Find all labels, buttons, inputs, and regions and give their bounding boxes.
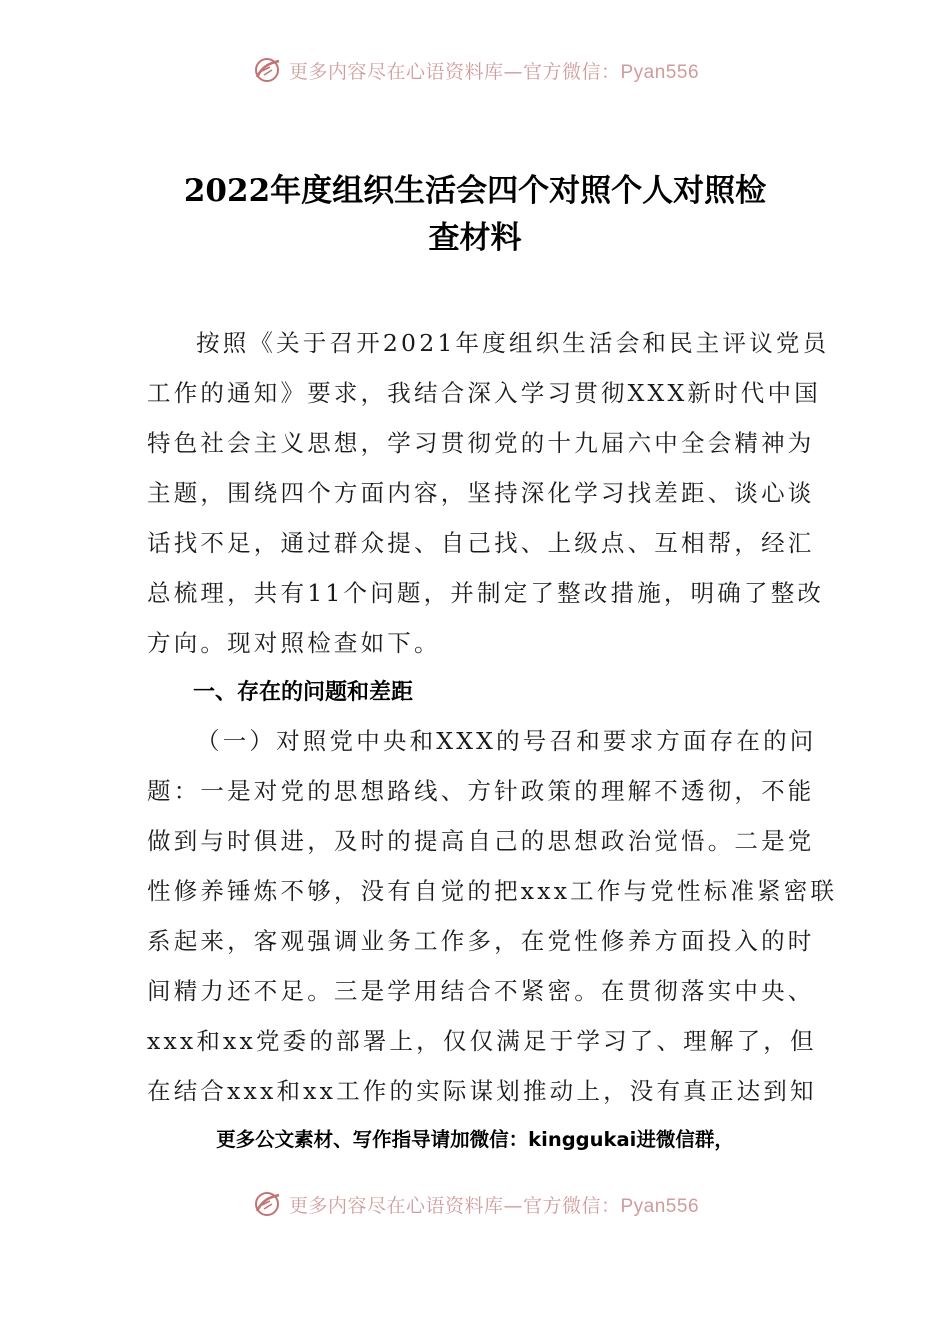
footer-watermark-label: 更多内容尽在心语资料库—官方微信： — [288, 1194, 621, 1217]
header-watermark — [0, 54, 950, 86]
document-title — [120, 168, 830, 262]
title-line-2: 查材料 — [428, 220, 522, 256]
section1-line: xxx和xx党委的部署上，仅仅满足于学习了、理解了，但 — [147, 1027, 817, 1055]
section1-paragraph — [147, 716, 838, 1116]
intro-line: 方向。现对照检查如下。 — [147, 629, 441, 657]
intro-line: 按照《关于召开2021年度组织生活会和民主评议党员 — [196, 329, 830, 357]
header-watermark-text — [289, 57, 699, 84]
footer-watermark-text — [289, 1191, 699, 1218]
header-watermark-label: 更多内容尽在心语资料库—官方微信： — [288, 60, 621, 83]
footer-watermark — [0, 1186, 950, 1222]
section1-line: 做到与时俱进，及时的提高自己的思想政治觉悟。二是党 — [147, 827, 815, 855]
footer-watermark-wechat-id: Pyan556 — [620, 1195, 700, 1217]
intro-line: 话找不足，通过群众提、自己找、上级点、互相帮，经汇 — [147, 529, 815, 557]
intro-line: 工作的通知》要求，我结合深入学习贯彻XXX新时代中国 — [147, 379, 821, 407]
section-heading: 一、存在的问题和差距 — [193, 680, 414, 705]
section1-line: 题：一是对党的思想路线、方针政策的理解不透彻，不能 — [147, 777, 815, 805]
section1-line: 系起来，客观强调业务工作多，在党性修养方面投入的时 — [147, 927, 815, 955]
section1-line: 间精力还不足。三是学用结合不紧密。在贯彻落实中央、 — [147, 977, 815, 1005]
seal-logo-icon — [251, 1189, 283, 1219]
seal-logo-icon — [251, 55, 283, 85]
intro-line: 特色社会主义思想，学习贯彻党的十九届六中全会精神为 — [147, 429, 815, 457]
intro-paragraph — [147, 318, 830, 668]
intro-line: 总梳理，共有11个问题，并制定了整改措施，明确了整改 — [147, 579, 825, 607]
section1-line: 性修养锤炼不够，没有自觉的把xxx工作与党性标准紧密联 — [147, 877, 838, 905]
wechat-notice: 更多公文素材、写作指导请加微信：kinggukai进微信群， — [216, 1128, 734, 1151]
header-watermark-wechat-id: Pyan556 — [620, 61, 700, 83]
title-line-1: 2022年度组织生活会四个对照个人对照检 — [183, 173, 767, 209]
intro-line: 主题，围绕四个方面内容，坚持深化学习找差距、谈心谈 — [147, 479, 815, 507]
section1-line: （一）对照党中央和XXX的号召和要求方面存在的问 — [196, 727, 817, 755]
section1-line: 在结合xxx和xx工作的实际谋划推动上，没有真正达到知 — [147, 1077, 817, 1105]
